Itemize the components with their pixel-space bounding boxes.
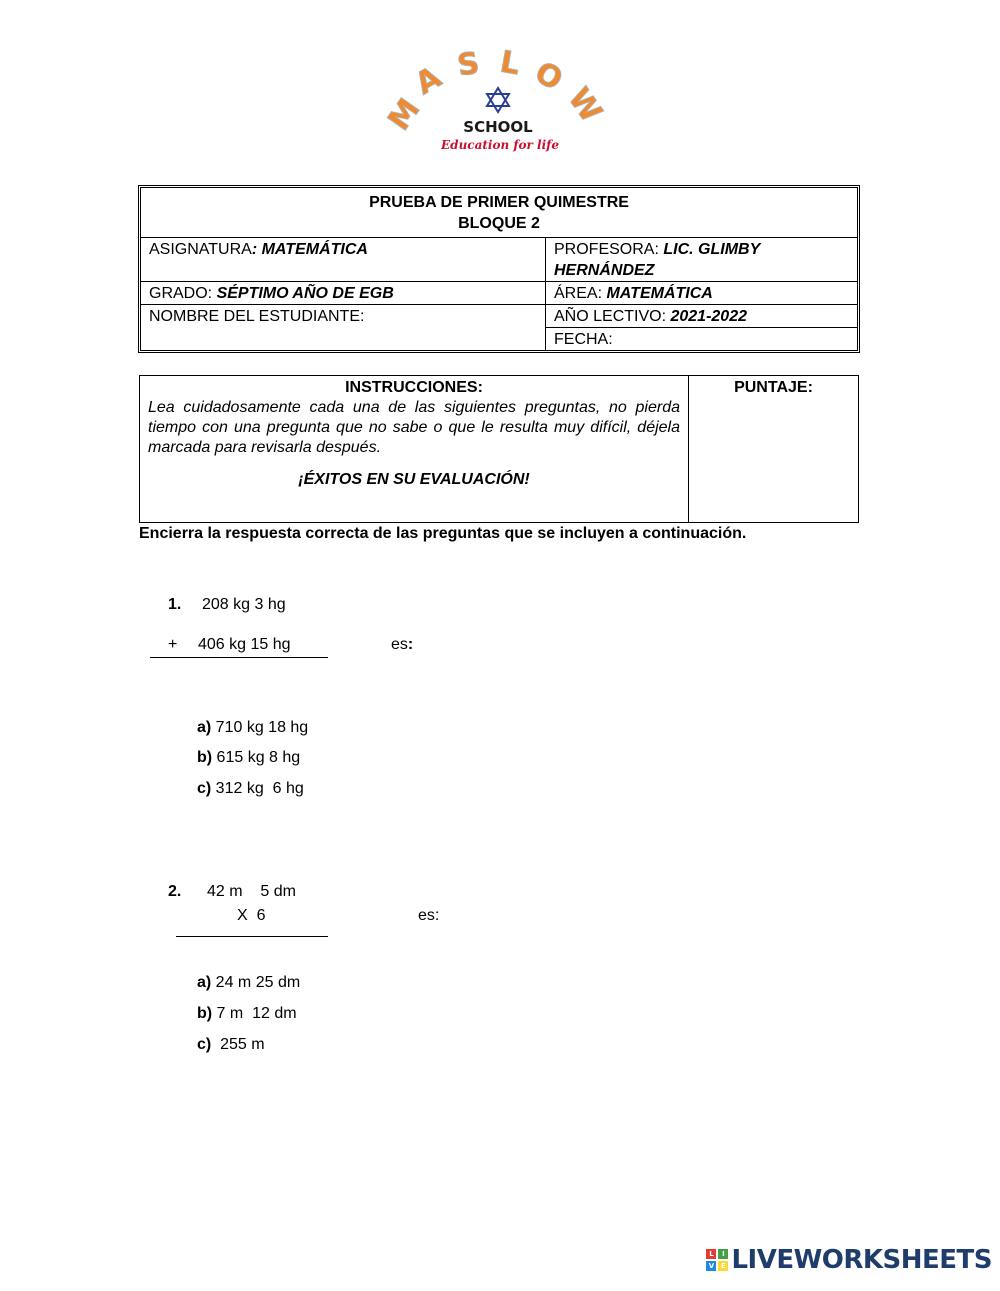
puntaje-cell[interactable] bbox=[689, 376, 859, 523]
school-logo bbox=[380, 48, 620, 158]
option-c[interactable] bbox=[197, 780, 304, 798]
profesora-label: PROFESORA: bbox=[554, 241, 664, 258]
brand-block: L bbox=[706, 1249, 716, 1259]
brand-block: I bbox=[718, 1249, 728, 1259]
logo-letter: W bbox=[560, 81, 609, 129]
option-letter: a) bbox=[197, 974, 212, 991]
instructions-cell bbox=[140, 376, 689, 523]
header-table bbox=[140, 187, 858, 351]
anio-value: 2021-2022 bbox=[670, 308, 747, 325]
instructions-table bbox=[139, 375, 859, 523]
exam-title-line2: BLOQUE 2 bbox=[458, 215, 540, 232]
asignatura-value: : MATEMÁTICA bbox=[251, 241, 368, 258]
exam-title-line1: PRUEBA DE PRIMER QUIMESTRE bbox=[369, 194, 629, 211]
option-text: 710 kg 18 hg bbox=[211, 719, 309, 736]
question-number: 2. bbox=[168, 883, 182, 900]
grado-cell bbox=[141, 282, 546, 305]
operand-1: 42 m 5 dm bbox=[207, 883, 296, 900]
exitos-text: ¡ÉXITOS EN SU EVALUACIÓN! bbox=[298, 471, 530, 488]
logo-letter: O bbox=[528, 55, 569, 99]
liveworksheets-blocks-icon bbox=[706, 1249, 728, 1271]
anio-label: AÑO LECTIVO: bbox=[554, 308, 671, 325]
maslow-logo-graphic bbox=[380, 48, 620, 158]
option-b[interactable] bbox=[197, 749, 300, 767]
anio-cell bbox=[546, 305, 858, 328]
profesora-cell bbox=[546, 238, 858, 282]
grado-label: GRADO: bbox=[149, 285, 217, 302]
fecha-cell[interactable] bbox=[546, 328, 858, 351]
fecha-label: FECHA: bbox=[554, 331, 613, 348]
nombre-cell[interactable] bbox=[141, 305, 546, 351]
logo-school-text: SCHOOL bbox=[463, 118, 533, 136]
brand-block: E bbox=[718, 1261, 728, 1271]
option-text: 255 m bbox=[211, 1036, 265, 1053]
logo-tagline: Education for life bbox=[441, 138, 559, 152]
product-rule bbox=[176, 936, 328, 937]
es-colon: : bbox=[407, 636, 414, 653]
option-letter: a) bbox=[197, 719, 212, 736]
puntaje-label: PUNTAJE: bbox=[734, 379, 813, 396]
liveworksheets-logo bbox=[706, 1245, 992, 1275]
profesora-value: LIC. GLIMBY bbox=[663, 241, 761, 258]
nombre-label: NOMBRE DEL ESTUDIANTE: bbox=[149, 308, 365, 325]
direction-text: Encierra la respuesta correcta de las preguntas que se incluyen a continuación. bbox=[139, 525, 747, 542]
liveworksheets-text: LIVEWORKSHEETS bbox=[731, 1245, 992, 1275]
brand-block: V bbox=[706, 1261, 716, 1271]
exam-title bbox=[141, 188, 858, 238]
option-text: 24 m 25 dm bbox=[211, 974, 301, 991]
es-label: es bbox=[391, 636, 408, 653]
es-label: es: bbox=[418, 907, 440, 924]
operand-1: 208 kg 3 hg bbox=[202, 596, 286, 613]
option-a[interactable] bbox=[197, 974, 300, 992]
area-label: ÁREA: bbox=[554, 285, 607, 302]
instructions-title: INSTRUCCIONES: bbox=[345, 379, 483, 396]
option-letter: b) bbox=[197, 749, 213, 766]
option-b[interactable] bbox=[197, 1005, 297, 1023]
option-a[interactable] bbox=[197, 719, 308, 737]
question-number: 1. bbox=[168, 596, 182, 613]
asignatura-cell bbox=[141, 238, 546, 282]
option-letter: b) bbox=[197, 1005, 213, 1022]
area-value: MATEMÁTICA bbox=[606, 285, 713, 302]
option-letter: c) bbox=[197, 780, 212, 797]
option-text: 615 kg 8 hg bbox=[212, 749, 301, 766]
logo-letter: A bbox=[409, 60, 448, 102]
logo-letter: S bbox=[455, 48, 482, 84]
star-of-david-icon bbox=[487, 88, 509, 112]
option-text: 7 m 12 dm bbox=[212, 1005, 297, 1022]
logo-letter: L bbox=[497, 48, 523, 83]
sum-rule bbox=[150, 657, 328, 658]
area-cell bbox=[546, 282, 858, 305]
instructions-text: Lea cuidadosamente cada una de las siguientes preguntas, no pierda tiempo con una pregunta que no sabe o que le resulta muy difícil, déjela marcada para revisarla después. bbox=[148, 399, 680, 456]
asignatura-label: ASIGNATURA bbox=[149, 241, 252, 258]
operator-plus: + bbox=[168, 636, 178, 653]
operand-2: 406 kg 15 hg bbox=[198, 636, 291, 653]
logo-letter: M bbox=[381, 92, 428, 138]
profesora-value-2: HERNÁNDEZ bbox=[554, 262, 655, 279]
grado-value: SÉPTIMO AÑO DE EGB bbox=[216, 285, 394, 302]
option-c[interactable] bbox=[197, 1036, 265, 1054]
option-letter: c) bbox=[197, 1036, 212, 1053]
operand-2: X 6 bbox=[237, 907, 266, 924]
option-text: 312 kg 6 hg bbox=[211, 780, 304, 797]
